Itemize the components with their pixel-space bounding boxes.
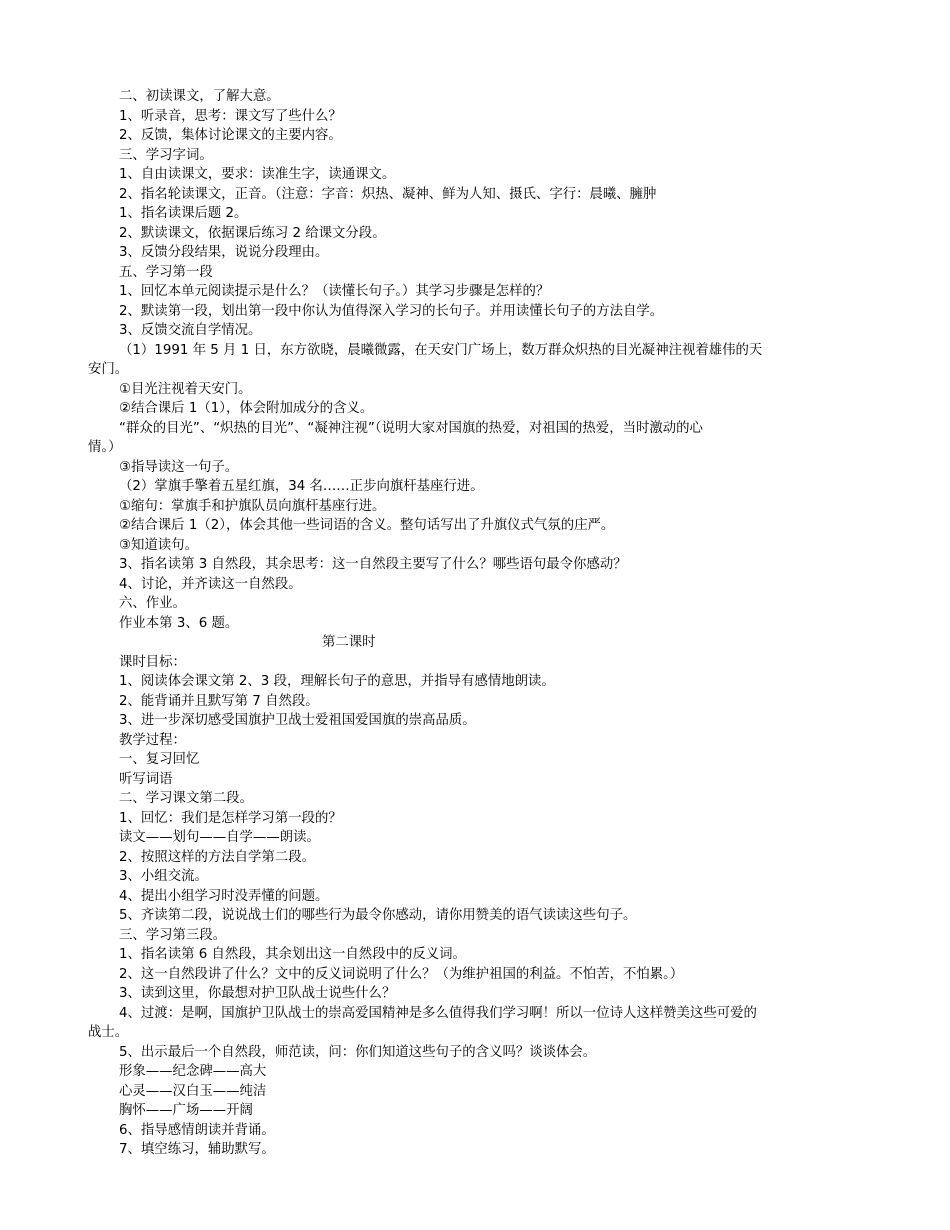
heading-section-three: 三、学习第三段。 — [119, 927, 227, 943]
heading-section-one: 五、学习第一段 — [119, 264, 213, 280]
text-line: 2、反馈，集体讨论课文的主要内容。 — [119, 128, 342, 143]
text-line: 5、出示最后一个自然段，师范读，问：你们知道这些句子的含义吗？谈谈体会。 — [119, 1044, 597, 1060]
text-line: 3、指名读第 3 自然段，其余思考：这一自然段主要写了什么？哪些语句最令你感动？ — [119, 557, 627, 572]
text-line: 3、小组交流。 — [119, 869, 208, 884]
heading-teaching-process: 教学过程： — [119, 732, 186, 748]
heading-homework: 六、作业。 — [119, 596, 186, 611]
text-line: 4、过渡：是啊，国旗护卫队战士的崇高爱国精神是多么值得我们学习啊！所以一位诗人这样赞美这些可爱的 — [119, 1005, 757, 1021]
text-line-continued: 安门。 — [88, 362, 129, 377]
text-line: ①缩句：掌旗手和护旗队员向旗杆基座行进。 — [119, 498, 386, 514]
text-line: 1、回忆：我们是怎样学习第一段的？ — [119, 810, 342, 826]
document-body — [0, 87, 950, 1160]
text-line: 3、反馈交流自学情况。 — [119, 323, 262, 338]
text-line-continued: 战士。 — [88, 1025, 129, 1040]
text-line: 7、填空练习，辅助默写。 — [119, 1142, 275, 1157]
text-line: 2、按照这样的方法自学第二段。 — [119, 849, 315, 865]
text-line: 听写词语 — [119, 771, 173, 787]
text-line: ③知道读句。 — [119, 537, 198, 553]
text-line: 4、讨论，并齐读这一自然段。 — [119, 576, 302, 592]
lesson-two-title: 第二课时 — [322, 635, 376, 650]
text-line: 3、读到这里，你最想对护卫队战士说些什么？ — [119, 986, 396, 1001]
text-line: 2、能背诵并且默写第 7 自然段。 — [119, 693, 319, 709]
text-line: 读文——划句——自学——朗读。 — [119, 830, 320, 845]
text-line: （2）掌旗手擎着五星红旗，34 名……正步向旗杆基座行进。 — [119, 479, 484, 494]
text-line: 3、反馈分段结果，说说分段理由。 — [119, 245, 329, 260]
text-line: 1、指名读第 6 自然段，其余划出这一自然段中的反义词。 — [119, 947, 466, 962]
text-line: 3、进一步深切感受国旗护卫战士爱祖国爱国旗的崇高品质。 — [119, 713, 476, 728]
heading-lesson-goals: 课时目标： — [119, 654, 186, 670]
text-line: 2、指名轮读课文，正音。（注意：字音：炽热、凝神、鲜为人知、摄氏、字行：晨曦、臃肿 — [119, 186, 657, 202]
text-line: 2、这一自然段讲了什么？文中的反义词说明了什么？（为维护祖国的利益。不怕苦，不怕累。） — [119, 966, 684, 982]
heading-read-text: 二、初读课文，了解大意。 — [119, 89, 280, 104]
text-line: “群众的目光”、“炽热的目光”、“凝神注视”（说明大家对国旗的热爱，对祖国的热爱，当时激动的心 — [119, 420, 703, 436]
text-line: 1、阅读体会课文第 2、3 段，理解长句子的意思，并指导有感情地朗读。 — [119, 674, 555, 689]
text-line: 4、提出小组学习时没弄懂的问题。 — [119, 888, 329, 904]
text-line: ②结合课后 1（2），体会其他一些词语的含义。整句话写出了升旗仪式气氛的庄严。 — [119, 518, 615, 533]
text-line: 6、指导感情朗读并背诵。 — [119, 1122, 275, 1138]
text-line: 心灵——汉白玉——纯洁 — [119, 1083, 267, 1099]
text-line: 5、齐读第二段，说说战士们的哪些行为最令你感动，请你用赞美的语气读读这些句子。 — [119, 908, 637, 923]
text-line: 2、默读第一段，划出第一段中你认为值得深入学习的长句子。并用读懂长句子的方法自学。 — [119, 303, 664, 319]
text-line: ①目光注视着天安门。 — [119, 381, 252, 397]
text-line: ②结合课后 1（1），体会附加成分的含义。 — [119, 401, 374, 416]
text-line: 胸怀——广场——开阔 — [119, 1103, 253, 1118]
text-line-continued: 情。） — [88, 440, 122, 455]
heading-section-two: 二、学习课文第二段。 — [119, 791, 253, 806]
text-line: 1、自由读课文，要求：读准生字，读通课文。 — [119, 167, 396, 182]
heading-learn-words: 三、学习字词。 — [119, 147, 213, 163]
text-line: 形象——纪念碑——高大 — [119, 1064, 267, 1079]
text-line: 1、指名读课后题 2。 — [119, 206, 248, 221]
text-line: 1、听录音，思考：课文写了些什么？ — [119, 108, 342, 124]
text-line: ③指导读这一句子。 — [119, 459, 239, 475]
text-line: 1、回忆本单元阅读提示是什么？（读懂长句子。）其学习步骤是怎样的？ — [119, 284, 550, 299]
text-line: （1）1991 年 5 月 1 日，东方欲晓，晨曦微露，在天安门广场上，数万群众炽热的目光凝神注视着雄伟的天 — [119, 342, 763, 358]
text-line: 2、默读课文，依据课后练习 2 给课文分段。 — [119, 225, 386, 241]
text-line: 作业本第 3、6 题。 — [119, 615, 239, 631]
heading-review: 一、复习回忆 — [119, 752, 200, 767]
